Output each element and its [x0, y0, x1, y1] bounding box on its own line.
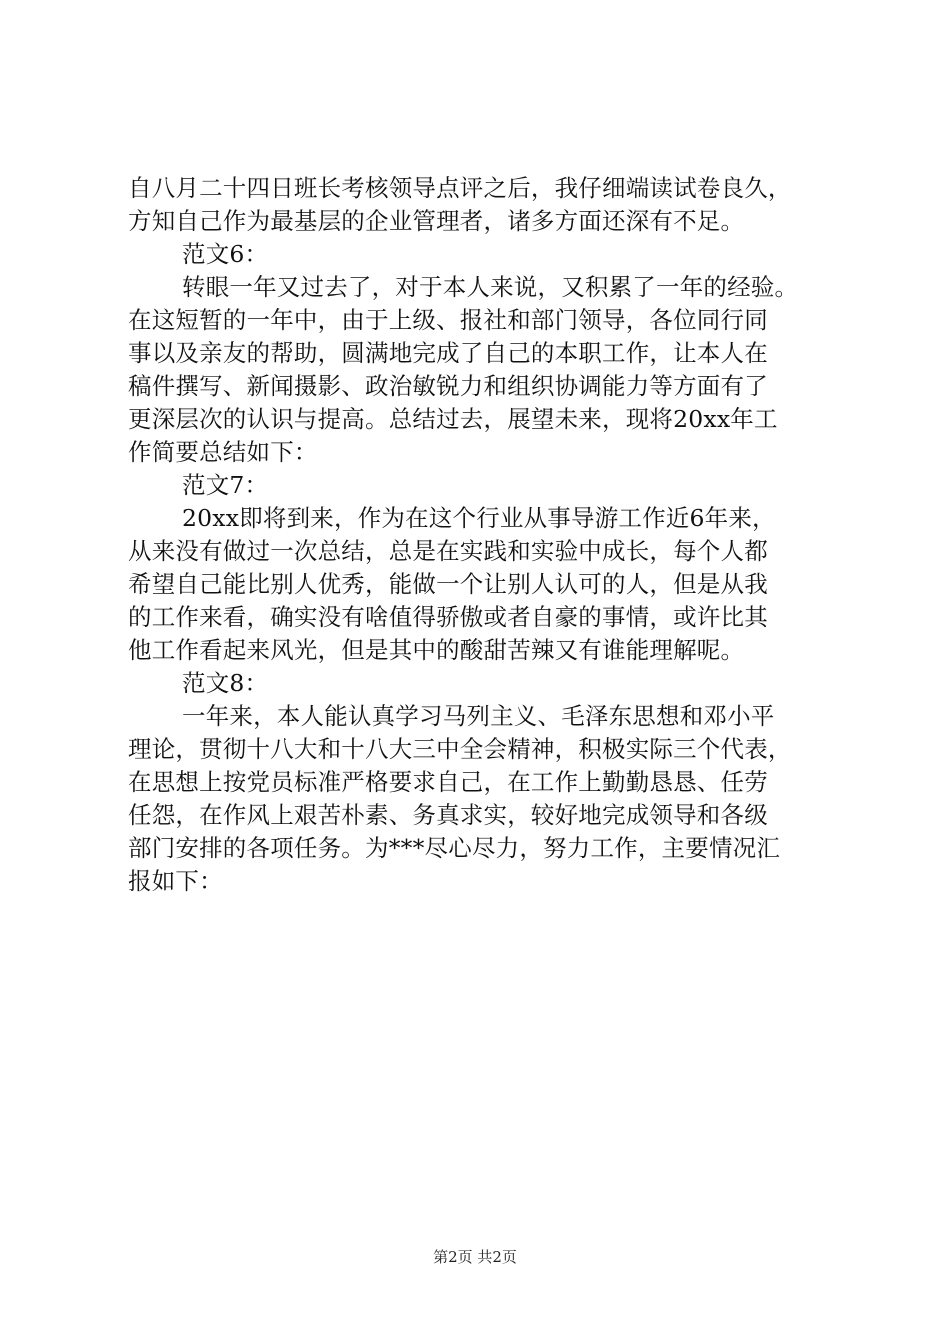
text-line: 的工作来看，确实没有啥值得骄傲或者自豪的事情，或许比其	[128, 603, 768, 631]
text-line: 稿件撰写、新闻摄影、政治敏锐力和组织协调能力等方面有了	[128, 372, 768, 400]
document-body	[128, 172, 842, 898]
text-line: 作简要总结如下：	[128, 438, 318, 466]
page-footer: 第2页 共2页	[433, 1248, 517, 1266]
text-line: 报如下：	[128, 867, 223, 895]
text-line: 理论，贯彻十八大和十八大三中全会精神，积极实际三个代表，	[128, 735, 792, 763]
text-line: 在思想上按党员标准严格要求自己，在工作上勤勤恳恳、任劳	[128, 768, 768, 796]
text-line: 从来没有做过一次总结，总是在实践和实验中成长，每个人都	[128, 537, 768, 565]
text-line: 他工作看起来风光，但是其中的酸甜苦辣又有谁能理解呢。	[128, 636, 745, 664]
text-line: 事以及亲友的帮助，圆满地完成了自己的本职工作，让本人在	[128, 339, 768, 367]
text-lines	[128, 172, 842, 898]
text-line: 部门安排的各项任务。为***尽心尽力，努力工作，主要情况汇	[128, 834, 781, 862]
text-line: 在这短暂的一年中，由于上级、报社和部门领导，各位同行同	[128, 306, 768, 334]
text-line: 20xx即将到来，作为在这个行业从事导游工作近6年来，	[182, 504, 776, 532]
text-line: 自八月二十四日班长考核领导点评之后，我仔细端读试卷良久，	[128, 174, 792, 202]
text-line: 更深层次的认识与提高。总结过去，展望未来，现将20xx年工	[128, 405, 778, 433]
text-line: 希望自己能比别人优秀，能做一个让别人认可的人，但是从我	[128, 570, 768, 598]
text-line: 一年来，本人能认真学习马列主义、毛泽东思想和邓小平	[182, 702, 775, 730]
text-line: 范文7：	[182, 471, 269, 499]
text-line: 范文8：	[182, 669, 269, 697]
text-line: 转眼一年又过去了，对于本人来说，又积累了一年的经验。	[182, 273, 799, 301]
text-line: 范文6：	[182, 240, 269, 268]
text-line: 方知自己作为最基层的企业管理者，诸多方面还深有不足。	[128, 207, 745, 235]
text-line: 任怨，在作风上艰苦朴素、务真求实，较好地完成领导和各级	[128, 801, 768, 829]
